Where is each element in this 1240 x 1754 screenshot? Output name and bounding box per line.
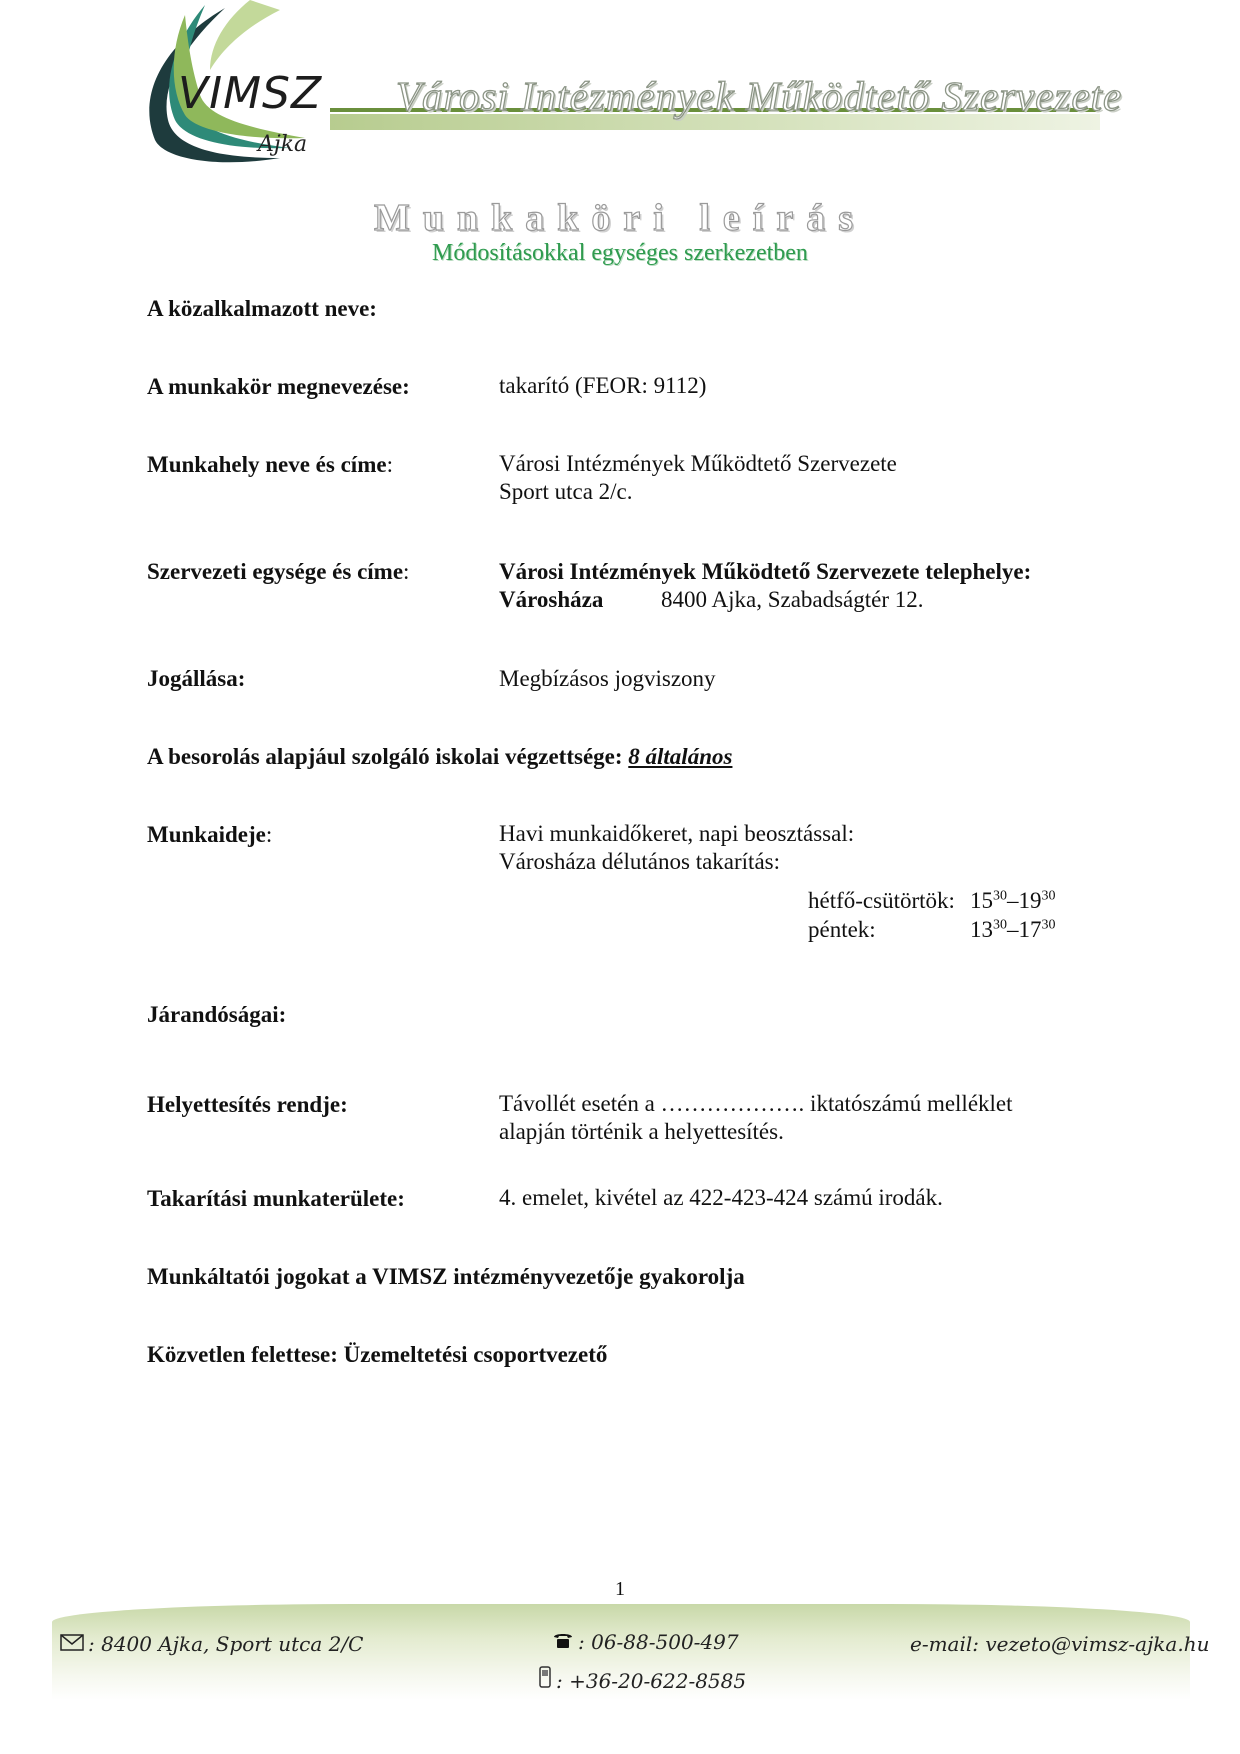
envelope-icon bbox=[60, 1634, 84, 1651]
unit-value bbox=[499, 558, 1031, 614]
logo-wordmark: VIMSZ bbox=[178, 68, 323, 119]
workplace-value bbox=[499, 450, 897, 506]
workplace-address: Sport utca 2/c. bbox=[499, 479, 633, 504]
working-time-label: Munkaideje: bbox=[147, 822, 273, 847]
employer-rights: Munkáltatói jogokat a VIMSZ intézményvezetője gyakorolja bbox=[147, 1264, 745, 1289]
legal-status-value: Megbízásos jogviszony bbox=[499, 666, 716, 691]
legal-status-label: Jogállása: bbox=[147, 666, 246, 691]
page-number: 1 bbox=[615, 1578, 625, 1600]
document-title: Munkaköri leírás bbox=[374, 197, 866, 239]
cleaning-area-value: 4. emelet, kivétel az 422-423-424 számú irodák. bbox=[499, 1185, 943, 1210]
working-time-value: Havi munkaidőkeret, napi beosztással: Városháza délutános takarítás: bbox=[499, 821, 855, 874]
schedule-row: hétfő-csütörtök: $15^{30}-19^{30}$ bbox=[808, 888, 1056, 913]
document-subtitle: Módosításokkal egységes szerkezetben bbox=[432, 240, 808, 266]
logo-city: Ajka bbox=[258, 132, 308, 157]
footer-mobile: : +36-20-622-8585 bbox=[538, 1666, 746, 1693]
employee-name-label: A közalkalmazott neve: bbox=[147, 296, 377, 321]
job-title-value: takarító (FEOR: 9112) bbox=[499, 373, 707, 398]
footer-phone: : 06-88-500-497 bbox=[552, 1630, 739, 1654]
supervisor: Közvetlen felettese: Üzemeltetési csoportvezető bbox=[147, 1342, 608, 1367]
organization-title: Városi Intézmények Működtető Szervezete bbox=[396, 73, 1123, 119]
schedule-row: péntek: $13^{30}-17^{30}$ bbox=[808, 917, 1056, 942]
education-value: 8 általános bbox=[628, 744, 733, 769]
unit-label: Szervezeti egysége és címe: bbox=[147, 559, 410, 584]
education-row: A besorolás alapjául szolgáló iskolai végzettsége: 8 általános bbox=[147, 744, 733, 769]
workplace-label: Munkahely neve és címe: bbox=[147, 452, 393, 477]
unit-address: Városháza 8400 Ajka, Szabadságtér 12. bbox=[499, 587, 924, 612]
job-title-label: A munkakör megnevezése: bbox=[147, 374, 410, 399]
benefits-label: Járandóságai: bbox=[147, 1002, 287, 1027]
footer-email: e-mail: vezeto@vimsz-ajka.hu bbox=[910, 1632, 1210, 1656]
unit-name: Városi Intézmények Működtető Szervezete telephelye: bbox=[499, 559, 1032, 584]
phone-icon bbox=[552, 1631, 574, 1649]
substitution-value: Távollét esetén a ………………. iktatószámú melléklet alapján történik a helyettesítés. bbox=[499, 1091, 1013, 1144]
mobile-phone-icon bbox=[538, 1666, 552, 1688]
workplace-name: Városi Intézmények Működtető Szervezete bbox=[499, 451, 897, 476]
substitution-label: Helyettesítés rendje: bbox=[147, 1092, 348, 1117]
cleaning-area-label: Takarítási munkaterülete: bbox=[147, 1186, 405, 1211]
footer-address: : 8400 Ajka, Sport utca 2/C bbox=[60, 1632, 363, 1656]
